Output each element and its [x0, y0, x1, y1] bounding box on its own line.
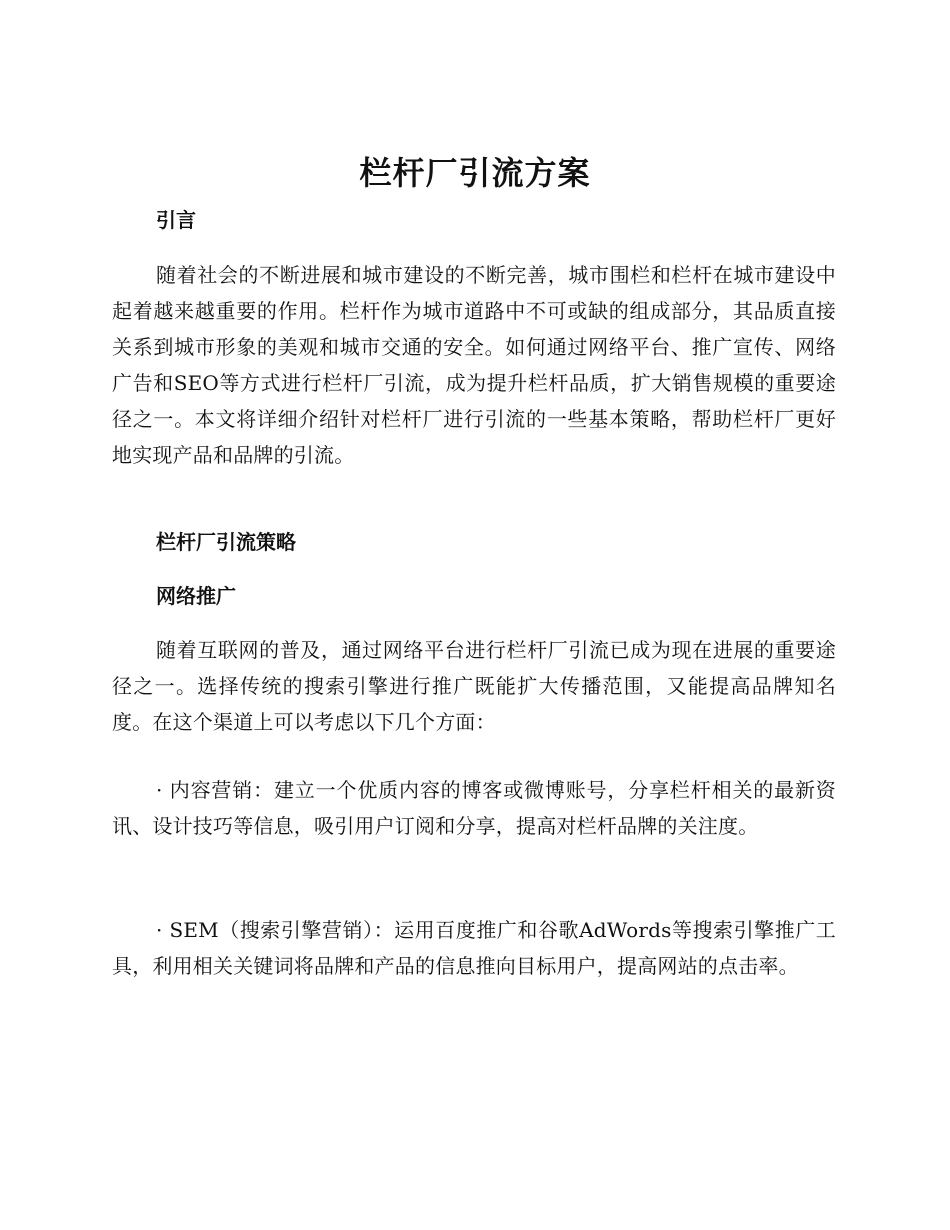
heading-network-promotion: 网络推广	[156, 584, 236, 608]
heading-strategy: 栏杆厂引流策略	[156, 530, 296, 554]
bullet-sem: · SEM（搜索引擎营销）：运用百度推广和谷歌AdWords等搜索引擎推广工具，利用相关关键词将品牌和产品的信息推向目标用户，提高网站的点击率。	[112, 918, 836, 978]
paragraph-network-promotion: 随着互联网的普及，通过网络平台进行栏杆厂引流已成为现在进展的重要途径之一。选择传统的搜索引擎进行推广既能扩大传播范围，又能提高品牌知名度。在这个渠道上可以考虑以下几个方面：	[112, 638, 836, 734]
document-title: 栏杆厂引流方案	[359, 154, 591, 192]
heading-introduction: 引言	[156, 208, 196, 232]
bullet-content-marketing: · 内容营销：建立一个优质内容的博客或微博账号，分享栏杆相关的最新资讯、设计技巧等信息，吸引用户订阅和分享，提高对栏杆品牌的关注度。	[112, 778, 836, 838]
paragraph-introduction: 随着社会的不断进展和城市建设的不断完善，城市围栏和栏杆在城市建设中起着越来越重要的作用。栏杆作为城市道路中不可或缺的组成部分，其品质直接关系到城市形象的美观和城市交通的安全。如何通过网络平台、推广宣传、网络广告和SEO等方式进行栏杆厂引流，成为提升栏杆品质，扩大销售规模的重要途径之一。本文将详细介绍针对栏杆厂进行引流的一些基本策略，帮助栏杆厂更好地实现产品和品牌的引流。	[112, 263, 836, 467]
